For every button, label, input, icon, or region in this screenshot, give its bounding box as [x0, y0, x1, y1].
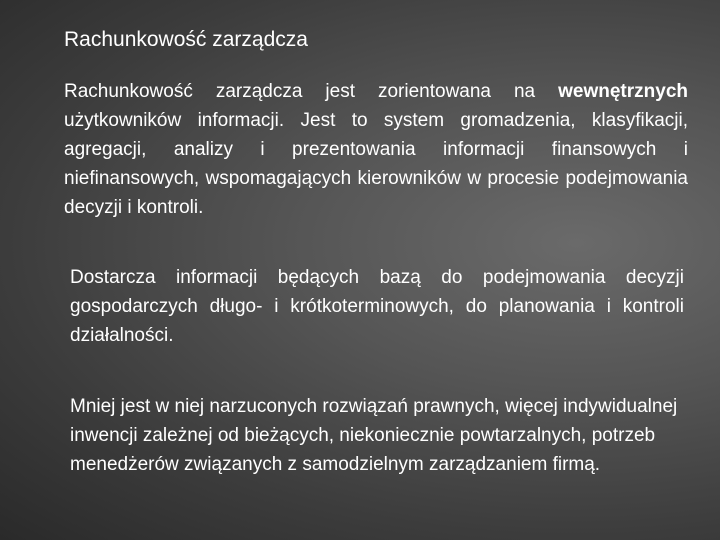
slide-title: Rachunkowość zarządcza — [64, 28, 308, 51]
paragraph-flexibility: Mniej jest w niej narzuconych rozwiązań prawnych, więcej indywidualnej inwencji zależnej od bieżących, niekoniecznie powtarzalnych, potrzeb menedżerów związanych z samodzielnym zarządzaniem firmą. — [70, 396, 678, 475]
paragraph-decisions: Dostarcza informacji będących bazą do podejmowania decyzji gospodarczych długo- i krótkoterminowych, do planowania i kontroli działalności. — [70, 267, 684, 346]
paragraph-definition-lead: Rachunkowość zarządcza jest zorientowana na — [64, 81, 559, 102]
paragraph-definition-rest: użytkowników informacji. Jest to system gromadzenia, klasyfikacji, agregacji, analizy i prezentowania informacji finansowych i niefinansowych, wspomagających kierowników w procesie podejmowania decyzji i kontroli. — [64, 110, 688, 218]
paragraph-definition-bold-term: wewnętrznych — [558, 81, 688, 102]
paragraph-definition — [64, 77, 688, 222]
